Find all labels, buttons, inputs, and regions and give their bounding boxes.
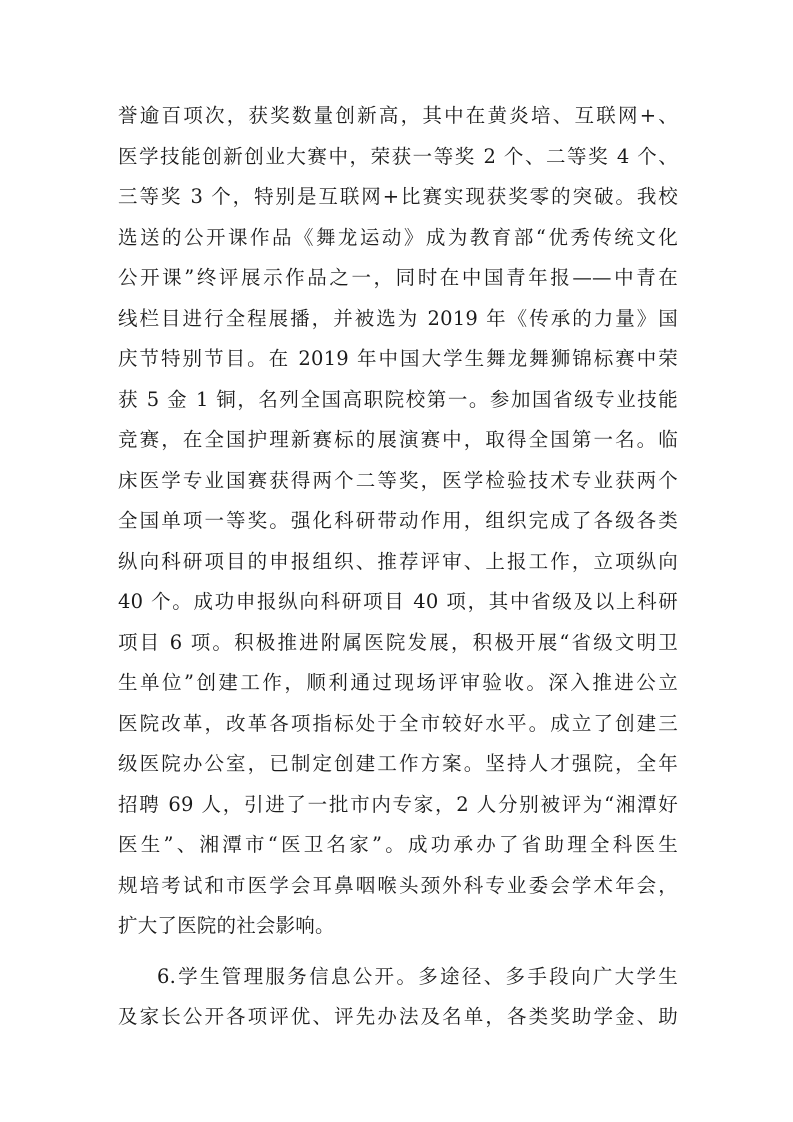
text-line: 级医院办公室，已制定创建工作方案。坚持人才强院，全年 [118,752,678,775]
text-line: 庆节特别节目。在 2019 年中国大学生舞龙舞狮锦标赛中荣 [118,347,678,370]
paragraph-student-services [118,957,678,1038]
text-line: 6.学生管理服务信息公开。多途径、多手段向广大学生 [157,964,678,988]
text-line: 扩大了医院的社会影响。 [118,914,335,937]
text-line: 招聘 69 人，引进了一批市内专家，2 人分别被评为“湘潭好 [118,792,678,816]
text-line: 规培考试和市医学会耳鼻咽喉头颈外科专业委会学术年会， [118,873,678,897]
text-line: 医生”、湘潭市“医卫名家”。成功承办了省助理全科医生 [118,833,678,856]
text-line: 竞赛，在全国护理新赛标的展演赛中，取得全国第一名。临 [118,428,678,451]
text-line: 40 个。成功申报纵向科研项目 40 项，其中省级及以上科研 [118,590,678,613]
paragraph-spacer [118,947,678,957]
text-line: 公开课”终评展示作品之一，同时在中国青年报——中青在 [118,266,678,289]
text-line: 三等奖 3 个，特别是互联网+比赛实现获奖零的突破。我校 [118,185,678,208]
paragraph-achievements [118,96,678,947]
text-line: 医院改革，改革各项指标处于全市较好水平。成立了创建三 [118,711,678,735]
text-line: 获 5 金 1 铜，名列全国高职院校第一。参加国省级专业技能 [118,387,678,411]
text-line: 全国单项一等奖。强化科研带动作用，组织完成了各级各类 [118,509,678,532]
text-line: 项目 6 项。积极推进附属医院发展，积极开展“省级文明卫 [118,630,678,654]
text-line: 及家长公开各项评优、评先办法及名单，各类奖助学金、助 [118,1005,678,1028]
body-text [118,96,678,1038]
text-line: 床医学专业国赛获得两个二等奖，医学检验技术专业获两个 [118,468,678,492]
text-line: 纵向科研项目的申报组织、推荐评审、上报工作，立项纵向 [118,549,678,573]
text-line: 线栏目进行全程展播，并被选为 2019 年《传承的力量》国 [118,306,678,330]
text-line: 选送的公开课作品《舞龙运动》成为教育部“优秀传统文化 [118,225,678,249]
text-line: 医学技能创新创业大赛中，荣获一等奖 2 个、二等奖 4 个、 [118,144,678,168]
text-line: 誉逾百项次，获奖数量创新高，其中在黄炎培、互联网+、 [118,104,678,127]
text-line: 生单位”创建工作，顺利通过现场评审验收。深入推进公立 [118,671,678,694]
